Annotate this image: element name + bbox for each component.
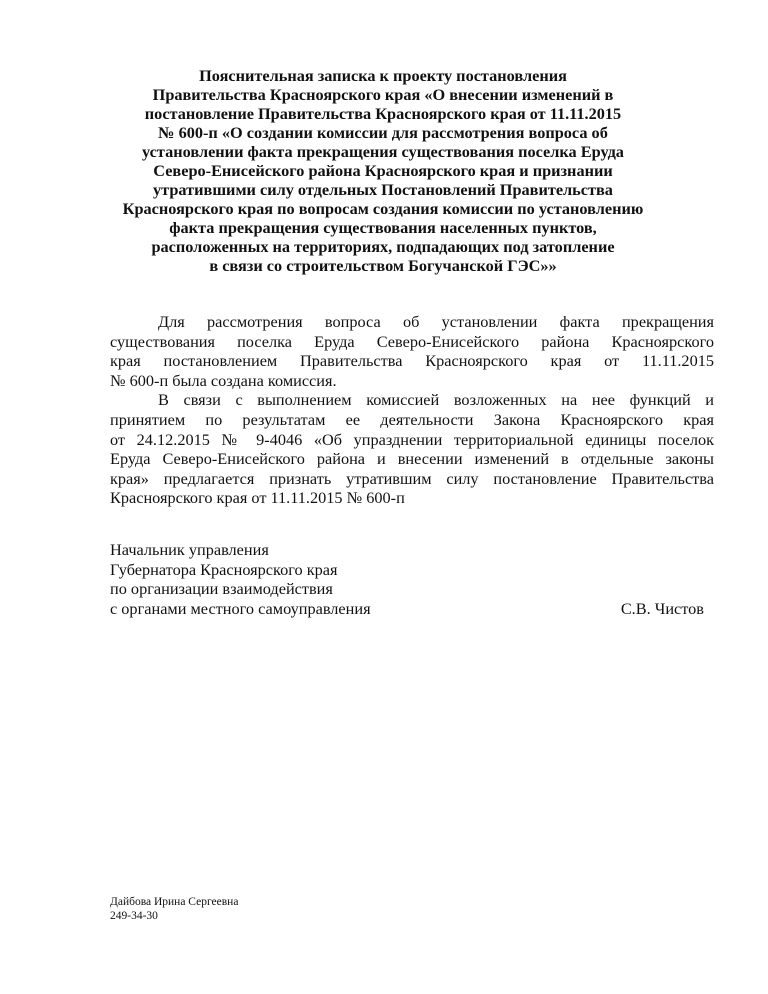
executor-phone: 249-34-30 xyxy=(110,909,158,922)
executor-name: Дайбова Ирина Сергеевна xyxy=(110,896,239,908)
body-line: Еруда Северо-Енисейского района и внесении изменений в отдельные законы xyxy=(110,449,714,469)
title-line: № 600-п «О создании комиссии для рассмотрения вопроса об xyxy=(158,123,608,142)
signatory-position-line: по организации взаимодействия xyxy=(110,579,333,599)
body-paragraph xyxy=(110,312,714,390)
signature-block xyxy=(110,540,710,618)
title-line: постановление Правительства Красноярского края от 11.11.2015 xyxy=(144,104,622,123)
signatory-position-line: Губернатора Красноярского края xyxy=(110,559,338,579)
body-line: принятием по результатам ее деятельности Закона Красноярского края xyxy=(110,409,714,429)
signatory-position-line: с органами местного самоуправления xyxy=(110,598,371,618)
title-line: Северо-Енисейского района Красноярского края и признании xyxy=(153,161,613,180)
document-title xyxy=(100,66,666,275)
body-line: Для рассмотрения вопроса об установлении факта прекращения xyxy=(158,312,714,331)
title-line: Пояснительная записка к проекту постановления xyxy=(199,66,567,85)
body-paragraph xyxy=(110,390,714,508)
body-line: Красноярского края от 11.11.2015 № 600-п xyxy=(110,488,405,508)
title-line: установлении факта прекращения существования поселка Еруда xyxy=(142,142,624,161)
title-line: в связи со строительством Богучанской ГЭС»» xyxy=(209,256,557,275)
title-line: Правительства Красноярского края «О внесении изменений в xyxy=(152,85,614,104)
document-body xyxy=(110,312,714,508)
body-line: края постановлением Правительства Красноярского края от 11.11.2015 xyxy=(110,351,714,371)
body-line: № 600-п была создана комиссия. xyxy=(110,370,337,390)
title-line: Красноярского края по вопросам создания комиссии по установлению xyxy=(122,199,644,218)
title-line: расположенных на территориях, подпадающих под затопление xyxy=(151,237,615,256)
body-line: края» предлагается признать утратившим силу постановление Правительства xyxy=(110,468,714,488)
body-line: существования поселка Еруда Северо-Енисейского района Красноярского xyxy=(110,331,714,351)
executor-footer xyxy=(110,896,238,923)
title-line: факта прекращения существования населенных пунктов, xyxy=(169,218,597,237)
signatory-name: С.В. Чистов xyxy=(620,598,704,618)
body-line: В связи с выполнением комиссией возложенных на нее функций и xyxy=(158,390,714,410)
body-line: от 24.12.2015 № 9-4046 «Об упразднении территориальной единицы поселок xyxy=(110,429,714,449)
signatory-position-line: Начальник управления xyxy=(110,540,269,559)
title-line: утратившими силу отдельных Постановлений Правительства xyxy=(153,180,613,199)
